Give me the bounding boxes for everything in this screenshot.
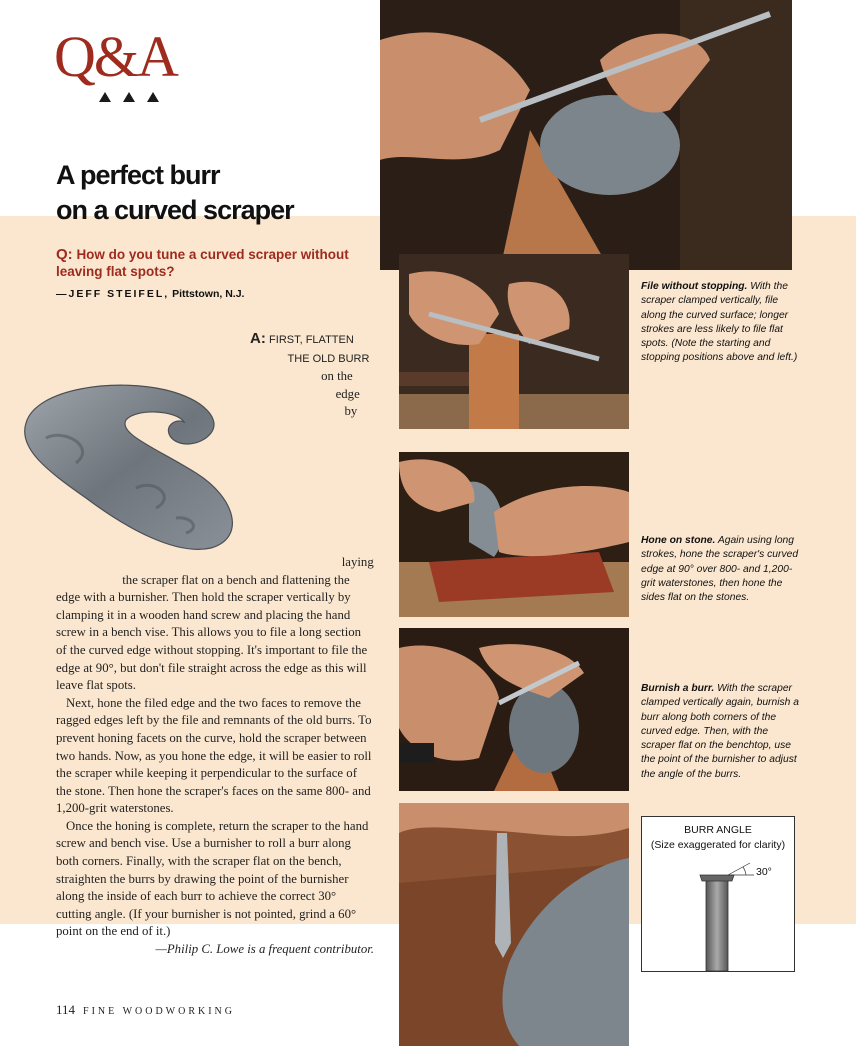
byline-location: Pittstown, N.J. xyxy=(172,288,245,300)
page-footer xyxy=(56,1002,235,1018)
photo-file-without-stopping xyxy=(399,254,629,429)
caption-hone-on-stone xyxy=(641,534,799,605)
answer-paragraph-3: Once the honing is complete, return the scraper to the hand screw and bench vise. Use a burnisher to roll a burr along both corners. Finally, with the scraper flat on the bench, straighten the burrs by drawing the point of the burnisher along the inside of each burr to achieve the correct 30° cutting angle. (If your burnisher is not pointed, grind a 60° point on the end of it.) xyxy=(56,818,369,939)
photo-filing-top xyxy=(380,0,792,270)
scraper-cross-section-icon xyxy=(642,817,794,971)
caption-3-title: Burnish a burr. xyxy=(641,683,715,694)
caption-3-text: With the scraper clamped vertically again, burnish a burr along both corners of the curved edge. Then, with the scraper flat on the benchtop, use the point of the burnisher to adjust the angle of the burrs. xyxy=(641,683,799,780)
magazine-name: FINE WOODWORKING xyxy=(83,1006,236,1017)
photo-hone-on-stone xyxy=(399,452,629,617)
answer-prefix: A: xyxy=(250,330,266,347)
diagram-title: BURR ANGLE xyxy=(684,824,752,836)
article-title: A perfect burr on a curved scraper xyxy=(56,160,294,225)
answer-body xyxy=(56,330,374,959)
diagram-subtitle: (Size exaggerated for clarity) xyxy=(650,839,786,851)
answer-lead-caps: FIRST, FLATTEN THE OLD BURR xyxy=(269,334,370,365)
byline-name: —JEFF STEIFEL, xyxy=(56,288,170,300)
caption-1-title: File without stopping. xyxy=(641,281,748,292)
page-number: 114 xyxy=(56,1002,76,1017)
photo-adjust-burr-angle xyxy=(399,803,629,1046)
burr-angle-diagram xyxy=(641,816,795,972)
photo-burnish-a-burr xyxy=(399,628,629,791)
caption-burnish-a-burr xyxy=(641,682,799,782)
answer-paragraph-2: Next, hone the filed edge and the two faces to remove the ragged edges left by the file and remnants of the old burrs. To prevent honing facets on the curve, hold the scraper between two hands. Now, as you hone the edge, it will be easier to roll the scraper while keeping it perpendicular to the surface of the stone. Then hone the scraper's faces on the same 800- and 1,200-grit waterstones. xyxy=(56,695,372,816)
angle-label: 30° xyxy=(756,866,772,878)
byline xyxy=(56,288,244,300)
logo-triangles-icon xyxy=(99,89,171,107)
question-prefix: Q: xyxy=(56,246,73,263)
caption-file-without-stopping xyxy=(641,280,799,366)
author-signoff: —Philip C. Lowe is a frequent contributor. xyxy=(155,942,374,957)
question-text: How do you tune a curved scraper without leaving flat spots? xyxy=(56,247,349,279)
answer-paragraph-1: on the edge by laying the scraper flat on a bench and flattening the edge with a burnisher. Then hold the scraper vertically by clamping it in a wooden hand screw and placing the hand screw in a bench vise. This allows you to file a long section of the curved edge without stopping. It's important to file the edge at 90°, but don't file straight across the edge as this will leave flat spots. xyxy=(56,369,374,693)
caption-2-text: Again using long strokes, hone the scraper's curved edge at 90° over 800- and 1,200-grit waterstones, then hone the sides flat on the stones. xyxy=(641,535,799,604)
question xyxy=(56,246,356,280)
caption-2-title: Hone on stone. xyxy=(641,535,716,546)
caption-1-text: With the scraper clamped vertically, file along the curved surface; longer strokes are less likely to file flat spots. (Note the starting and stopping positions above and left.) xyxy=(641,281,798,364)
section-logo: Q&A xyxy=(54,24,177,89)
